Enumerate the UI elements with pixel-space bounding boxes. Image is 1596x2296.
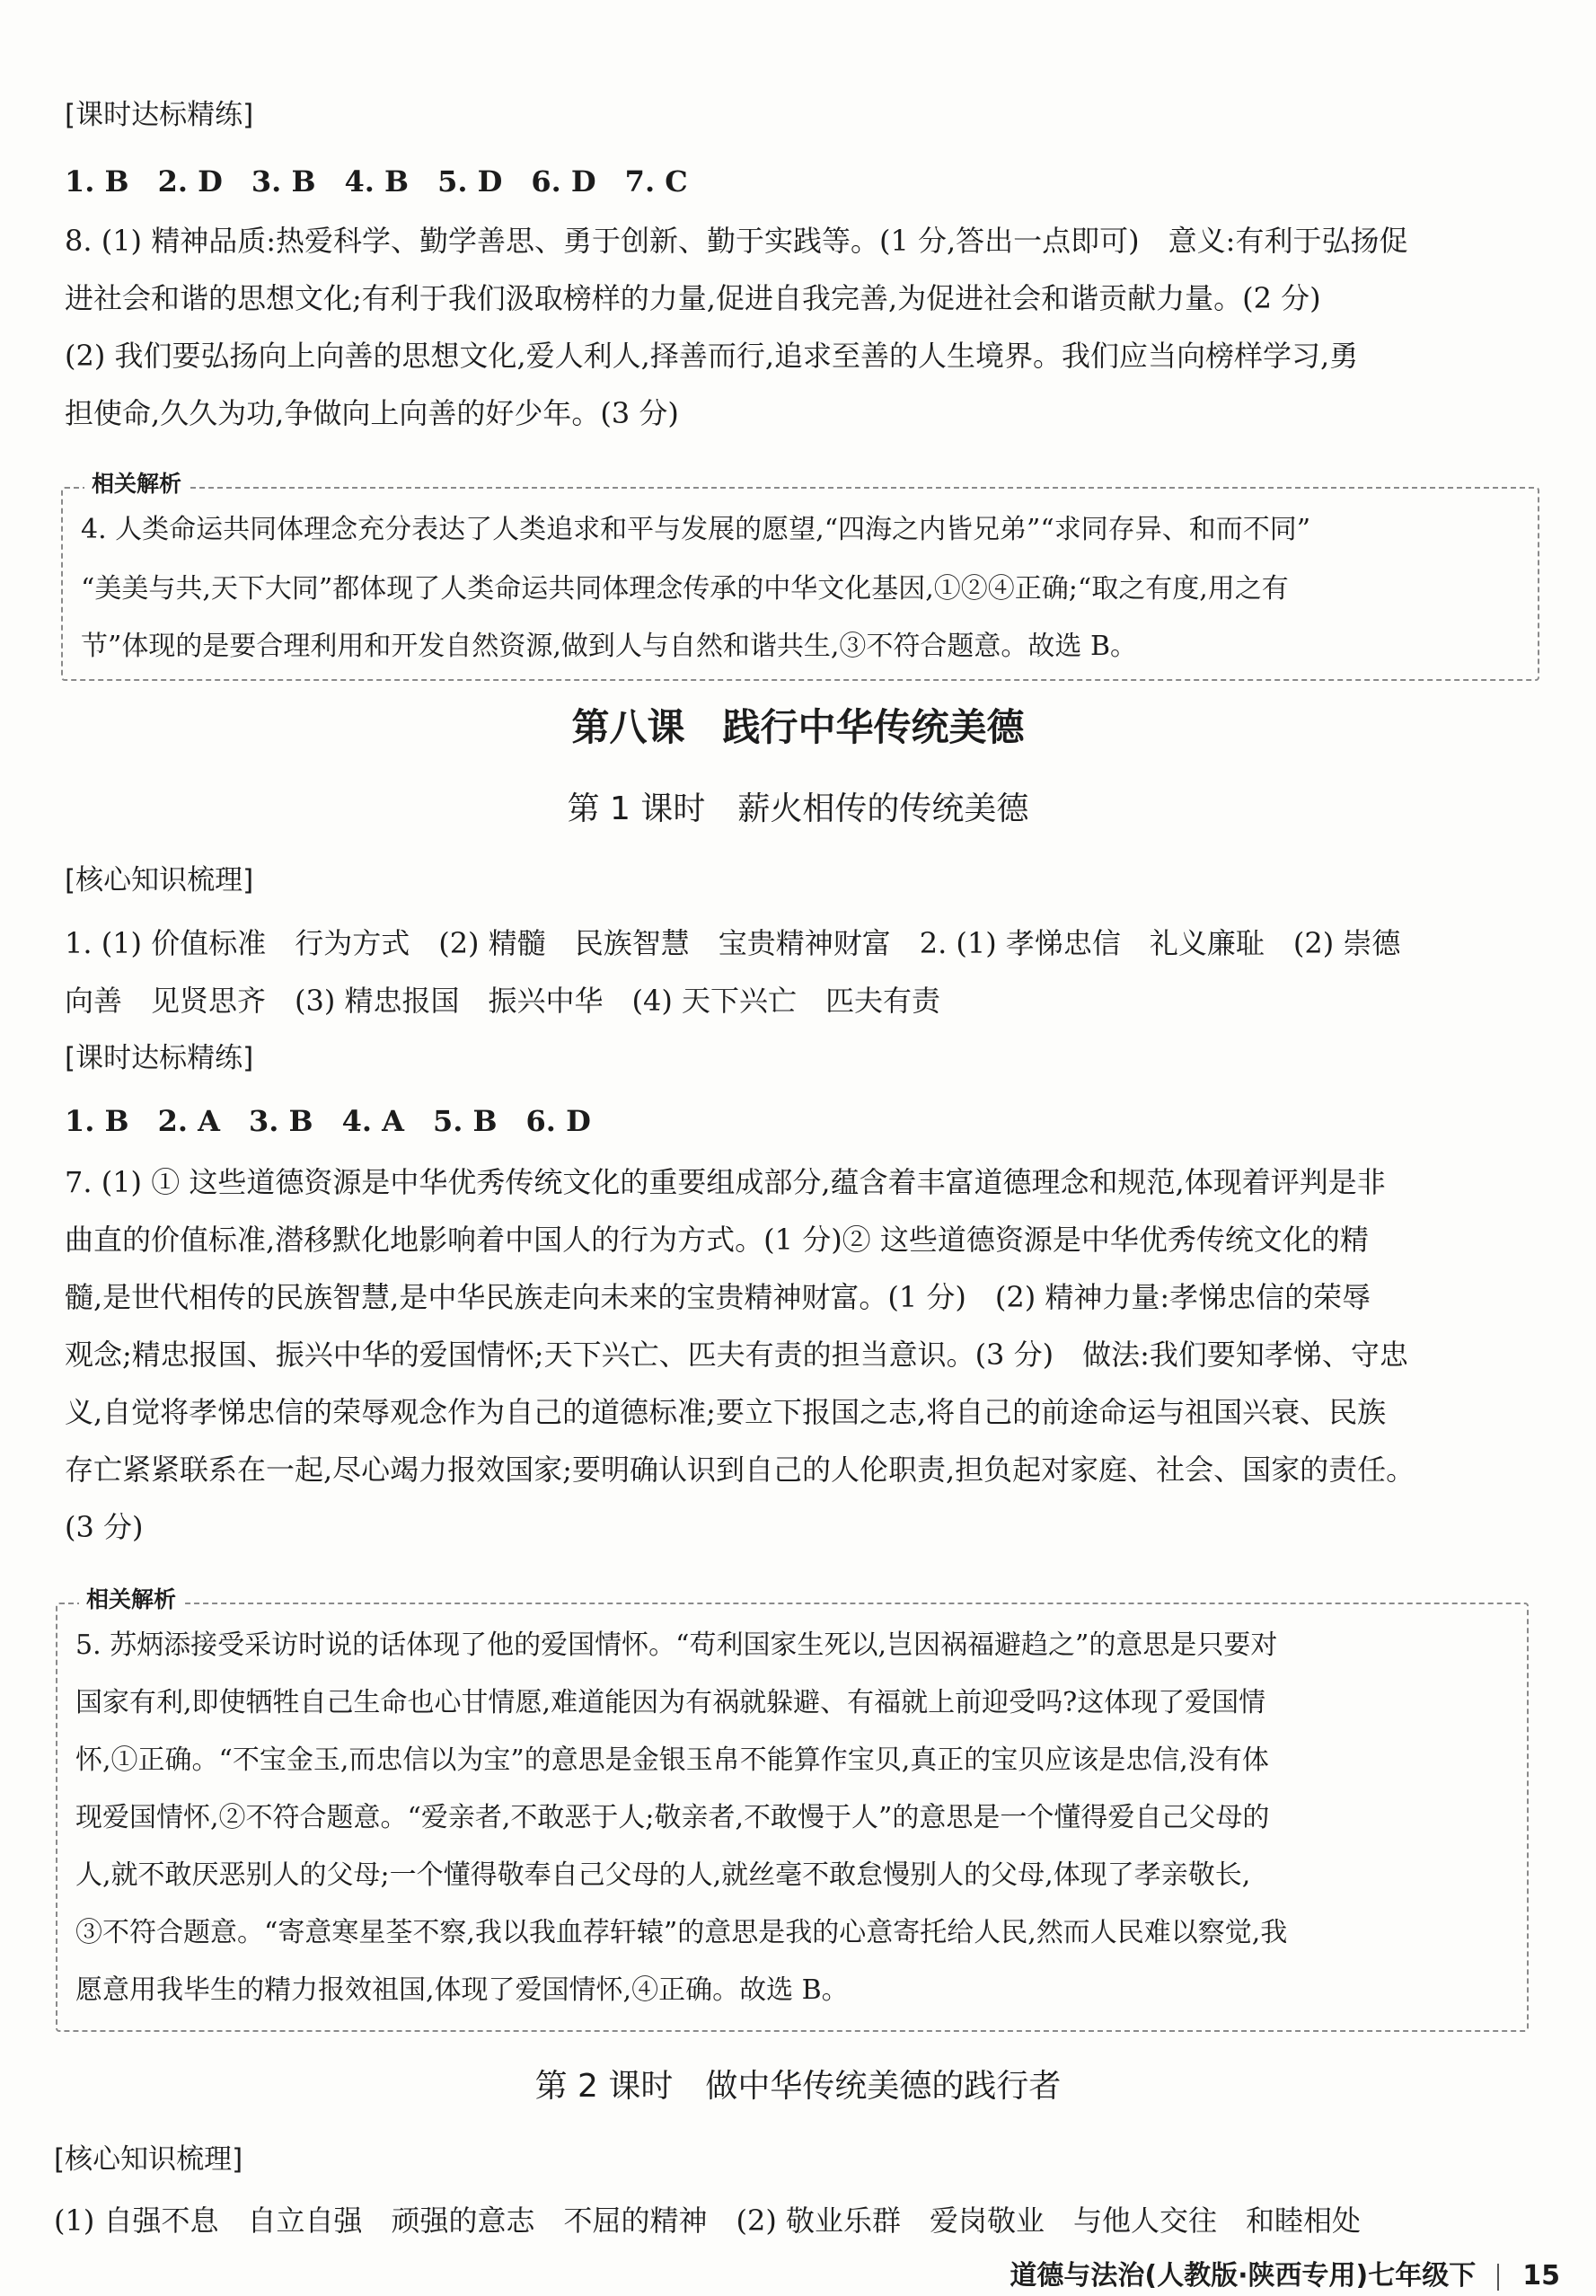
page-number: 15 bbox=[1522, 2260, 1560, 2292]
lesson-title: 第八课 践行中华传统美德 bbox=[571, 705, 1025, 749]
section-tag-core: [核心知识梳理] bbox=[65, 864, 254, 896]
q7-line-1: 7. (1) ① 这些道德资源是中华优秀传统文化的重要组成部分,蕴含着丰富道德理念和规范,体现着评判是非 bbox=[65, 1165, 1386, 1199]
section-tag-practice: [课时达标精练] bbox=[65, 99, 254, 131]
analysis-line-2: “美美与共,天下大同”都体现了人类命运共同体理念传承的中华文化基因,①②④正确;“取之有度,用之有 bbox=[81, 573, 1289, 605]
q8-line-2: 进社会和谐的思想文化;有利于我们汲取榜样的力量,促进自我完善,为促进社会和谐贡献力量。(2 分) bbox=[65, 281, 1321, 315]
q8-line-3: (2) 我们要弘扬向上向善的思想文化,爱人利人,择善而行,追求至善的人生境界。我们应当向榜样学习,勇 bbox=[65, 339, 1359, 373]
analysis2-line-3: 怀,①正确。“不宝金玉,而忠信以为宝”的意思是金银玉帛不能算作宝贝,真正的宝贝应该是忠信,没有体 bbox=[75, 1744, 1269, 1776]
page-footer bbox=[1010, 2258, 1560, 2294]
period2-core-line: (1) 自强不息 自立自强 顽强的意志 不屈的精神 (2) 敬业乐群 爱岗敬业 与他人交往 和睦相处 bbox=[54, 2203, 1362, 2238]
analysis-box-1 bbox=[61, 471, 1539, 681]
analysis2-line-7: 愿意用我毕生的精力报效祖国,体现了爱国情怀,④正确。故选 B。 bbox=[75, 1974, 849, 2006]
q7-line-2: 曲直的价值标准,潜移默化地影响着中国人的行为方式。(1 分)② 这些道德资源是中华优秀传统文化的精 bbox=[65, 1223, 1369, 1257]
period2-title: 第 2 课时 做中华传统美德的践行者 bbox=[534, 2068, 1062, 2105]
analysis-label-2: 相关解析 bbox=[79, 1586, 183, 1613]
book-title: 道德与法治(人教版·陕西专用)七年级下 bbox=[1010, 2260, 1477, 2292]
answer-line: 1. B 2. D 3. B 4. B 5. D 6. D 7. C bbox=[65, 164, 688, 199]
section-tag-practice-2: [课时达标精练] bbox=[65, 1042, 254, 1074]
analysis2-line-1: 5. 苏炳添接受采访时说的话体现了他的爱国情怀。“苟利国家生死以,岂因祸福避趋之”的意思是只要对 bbox=[75, 1629, 1278, 1661]
answer-line-2: 1. B 2. A 3. B 4. A 5. B 6. D bbox=[65, 1104, 591, 1138]
section-tag-core-2: [核心知识梳理] bbox=[54, 2143, 243, 2176]
q7-line-7: (3 分) bbox=[65, 1510, 144, 1544]
analysis2-line-2: 国家有利,即使牺牲自己生命也心甘情愿,难道能因为有祸就躲避、有福就上前迎受吗?这体现了爱国情 bbox=[75, 1687, 1266, 1718]
period1-title: 第 1 课时 薪火相传的传统美德 bbox=[567, 790, 1029, 827]
analysis-label: 相关解析 bbox=[84, 471, 189, 498]
analysis2-line-6: ③不符合题意。“寄意寒星荃不察,我以我血荐轩辕”的意思是我的心意寄托给人民,然而人民难以察觉,我 bbox=[75, 1917, 1288, 1948]
analysis2-line-4: 现爱国情怀,②不符合题意。“爱亲者,不敢恶于人;敬亲者,不敢慢于人”的意思是一个懂得爱自己父母的 bbox=[75, 1802, 1270, 1833]
q7-line-3: 髓,是世代相传的民族智慧,是中华民族走向未来的宝贵精神财富。(1 分) (2) 精神力量:孝悌忠信的荣辱 bbox=[65, 1280, 1371, 1314]
analysis-line-3: 节”体现的是要合理利用和开发自然资源,做到人与自然和谐共生,③不符合题意。故选 B。 bbox=[81, 631, 1137, 662]
analysis-box-2 bbox=[56, 1586, 1529, 2032]
footer-divider bbox=[1497, 2264, 1499, 2291]
q8-line-1: 8. (1) 精神品质:热爱科学、勤学善思、勇于创新、勤于实践等。(1 分,答出一点即可) 意义:有利于弘扬促 bbox=[65, 224, 1408, 258]
q7-line-5: 义,自觉将孝悌忠信的荣辱观念作为自己的道德标准;要立下报国之志,将自己的前途命运与祖国兴衰、民族 bbox=[65, 1395, 1387, 1429]
q7-line-4: 观念;精忠报国、振兴中华的爱国情怀;天下兴亡、匹夫有责的担当意识。(3 分) 做法:我们要知孝悌、守忠 bbox=[65, 1338, 1408, 1372]
q8-line-4: 担使命,久久为功,争做向上向善的好少年。(3 分) bbox=[65, 396, 679, 430]
analysis-line-1: 4. 人类命运共同体理念充分表达了人类追求和平与发展的愿望,“四海之内皆兄弟”“求同存异、和而不同” bbox=[81, 514, 1311, 545]
analysis2-line-5: 人,就不敢厌恶别人的父母;一个懂得敬奉自己父母的人,就丝毫不敢怠慢别人的父母,体现了孝亲敬长, bbox=[75, 1859, 1251, 1891]
q7-line-6: 存亡紧紧联系在一起,尽心竭力报效国家;要明确认识到自己的人伦职责,担负起对家庭、社会、国家的责任。 bbox=[65, 1453, 1415, 1487]
core-line-1: 1. (1) 价值标准 行为方式 (2) 精髓 民族智慧 宝贵精神财富 2. (1) 孝悌忠信 礼义廉耻 (2) 崇德 bbox=[65, 926, 1401, 960]
core-line-2: 向善 见贤思齐 (3) 精忠报国 振兴中华 (4) 天下兴亡 匹夫有责 bbox=[65, 984, 941, 1018]
